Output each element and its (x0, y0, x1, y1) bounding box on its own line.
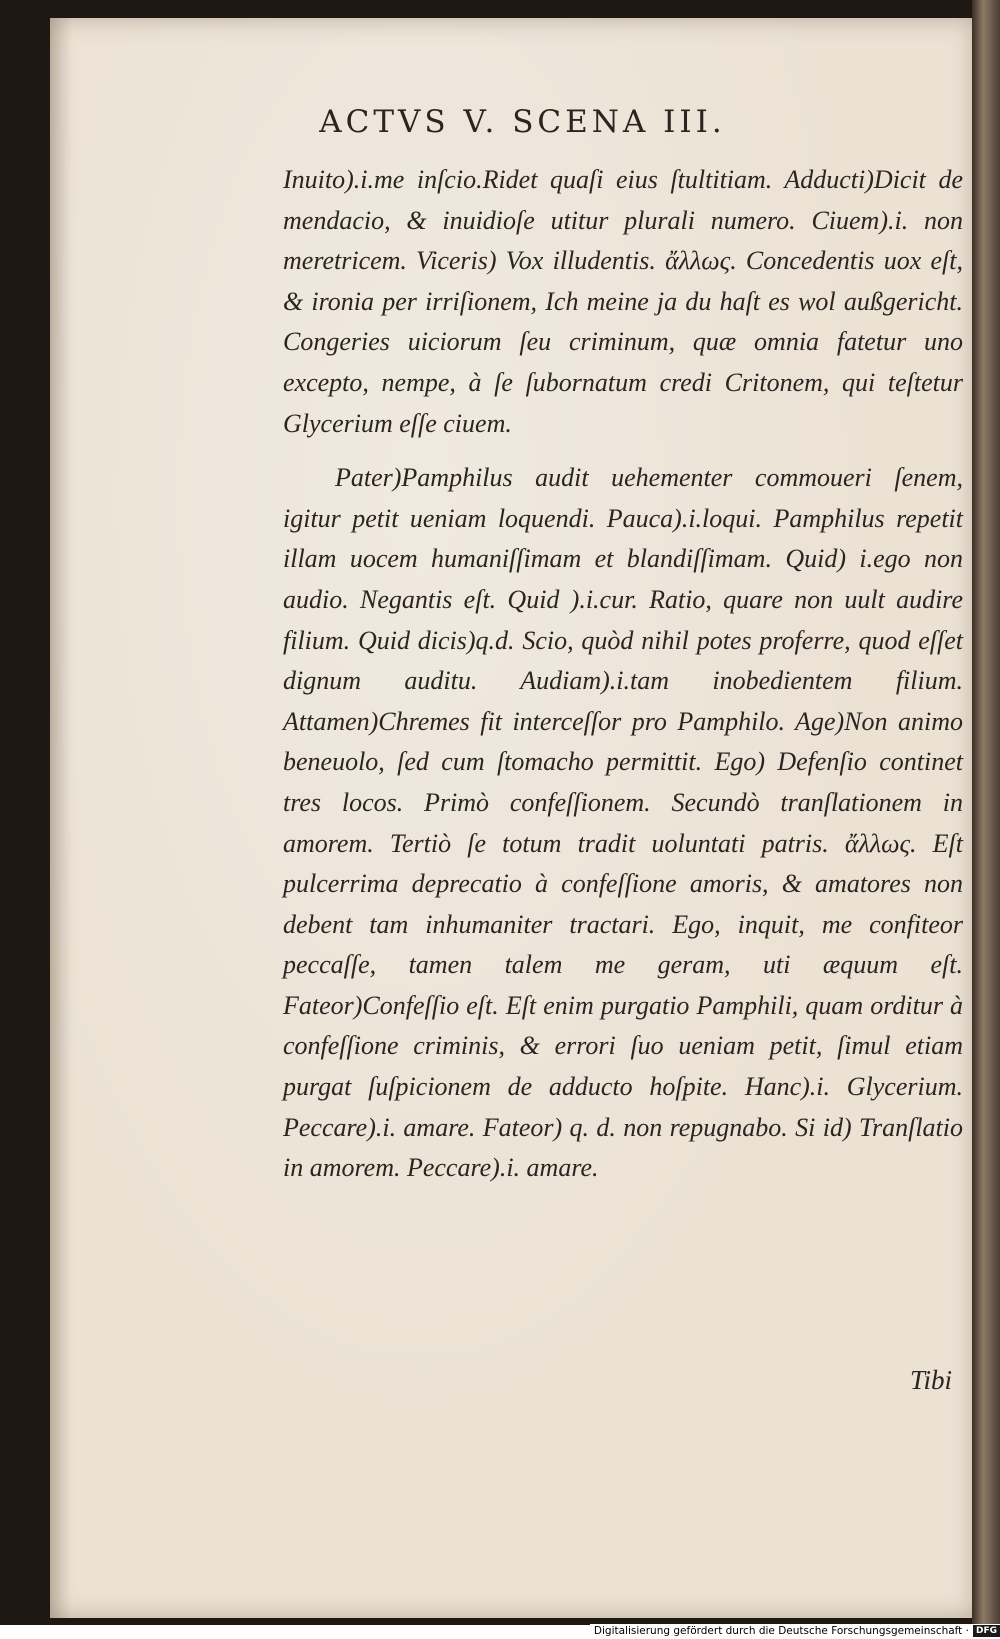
footer-credit (590, 1624, 1000, 1639)
dfg-logo: DFG (973, 1625, 1000, 1637)
book-spine (972, 0, 1000, 1625)
paragraph-1: Inuito).i.me inſcio.Ridet quaſi eius ſtultitiam. Adducti)Dicit de mendacio, & inuidioſe utitur plurali numero. Ciuem).i. non meretricem. Viceris) Vox illudentis. ἄλλως. Concedentis uox eſt, & ironia per irriſionem, Ich meine ja du haſt es wol außgericht. Congeries uiciorum ſeu criminum, quæ omnia fatetur uno excepto, nempe, à ſe ſubornatum credi Critonem, qui teſtetur Glycerium eſſe ciuem. (283, 165, 963, 438)
paragraph-2: Pater)Pamphilus audit uehementer commoueri ſenem, igitur petit ueniam loquendi. Pauca).i.loqui. Pamphilus repetit illam uocem humaniſſimam et blandiſſimam. Quid) i.ego non audio. Negantis eſt. Quid ).i.cur. Ratio, quare non uult audire filium. Quid dicis)q.d. Scio, quòd nihil potes proferre, quod eſſet dignum auditu. Audiam).i.tam inobedientem filium. Attamen)Chremes fit interceſſor pro Pamphilo. Age)Non animo beneuolo, ſed cum ſtomacho permittit. Ego) Defenſio continet tres locos. Primò confeſſionem. Secundò tranſlationem in amorem. Tertiò ſe totum tradit uoluntati patris. ἄλλως. Eſt pulcerrima deprecatio à confeſſione amoris, & amatores non debent tam inhumaniter tractari. Ego, inquit, me confiteor peccaſſe, tamen talem me geram, uti æquum eſt. Fateor)Confeſſio eſt. Eſt enim purgatio Pamphili, quam orditur à confeſſione criminis, & errori ſuo ueniam petit, ſimul etiam purgat ſuſpicionem de adducto hoſpite. Hanc).i. Glycerium. Peccare).i. amare. Fateor) q. d. non repugnabo. Si id) Tranſlatio in amorem. Peccare).i. amare. (283, 463, 963, 1183)
running-title: ACTVS V. SCENA III. (319, 104, 726, 140)
footer-credit-text: Digitalisierung gefördert durch die Deutsche Forschungsgemeinschaft · (593, 1625, 969, 1637)
catchword: Tibi (910, 1365, 953, 1395)
commentary-text (283, 160, 963, 1189)
